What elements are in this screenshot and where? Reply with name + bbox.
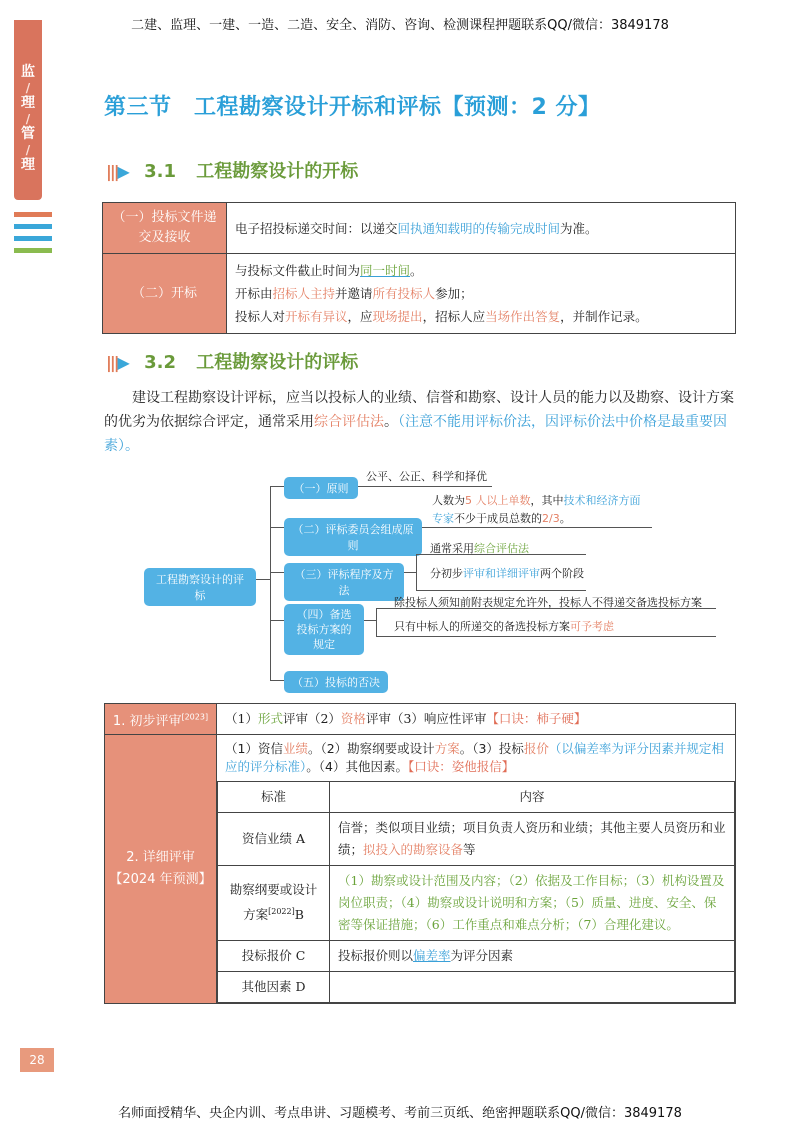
table-label: （二）开标 <box>103 254 227 334</box>
text: 为评分因素 <box>450 948 514 963</box>
highlight: 回执通知载明的传输完成时间 <box>397 220 561 236</box>
text: 1. 初步评审 <box>112 713 182 729</box>
mindmap-node: （二）评标委员会组成原则 <box>284 518 422 556</box>
criteria-value: （1）勘察或设计范围及内容；（2）依据及工作目标；（3）机构设置及岗位职责；（4）勘察或设计说明和方案；（5）质量、进度、安全、保密等保证措施；（6）工作重点和难点分析；（7）合理化建议。 <box>330 866 735 941</box>
column-header: 内容 <box>330 782 735 813</box>
text: 。 <box>410 263 423 278</box>
text: ，招标人应 <box>422 309 486 324</box>
bars-icon: |||▶ <box>106 353 128 372</box>
connector <box>404 572 416 573</box>
text: 信誉；类似项目业绩；项目负责人资历和业绩；其他主要人员资历和业绩； <box>338 820 726 857</box>
mindmap-text: 除投标人须知前附表规定允许外，投标人不得递交备选投标方案 <box>394 596 702 609</box>
criteria-value <box>330 813 735 866</box>
connector <box>376 608 377 636</box>
connector <box>422 527 652 528</box>
text: 分初步 <box>430 567 463 580</box>
text: 参加； <box>435 286 473 301</box>
detail-summary <box>217 735 735 781</box>
mindmap-node: （三）评标程序及方法 <box>284 563 404 601</box>
mindmap-text <box>430 540 529 556</box>
criteria-key <box>218 866 330 941</box>
table-cell <box>227 254 736 334</box>
highlight: 综合评估法 <box>314 414 384 430</box>
text: 投标报价则以 <box>338 948 414 963</box>
criteria-table <box>217 781 735 1003</box>
bars-icon: |||▶ <box>106 162 128 181</box>
connector <box>416 590 586 591</box>
text: 开标由 <box>235 286 273 301</box>
connector <box>270 486 271 680</box>
text: 等 <box>463 842 476 857</box>
year-tag: [2022] <box>268 907 295 917</box>
subsection-heading <box>106 348 358 374</box>
table-label <box>105 704 217 735</box>
criteria-key: 投标报价 C <box>218 941 330 972</box>
text: ，并制作记录。 <box>560 309 648 324</box>
text: 与投标文件截止时间为 <box>235 263 361 278</box>
opening-table <box>102 202 736 334</box>
mindmap-node: （五）投标的否决 <box>284 671 388 693</box>
intro-paragraph <box>104 386 736 458</box>
highlight: 报价 <box>523 741 549 756</box>
connector <box>270 572 284 573</box>
text: 评审（2） <box>282 711 341 726</box>
highlight: （以偏差率为评分因素并规定相应的评分标准） <box>225 741 724 774</box>
highlight: 当场作出答复 <box>485 309 561 324</box>
side-char: 理 <box>21 157 35 173</box>
side-char: 管 <box>21 126 35 142</box>
table-cell <box>227 203 736 254</box>
mindmap-node: （一）原则 <box>284 477 358 499</box>
text: 两个阶段 <box>540 567 584 580</box>
stripe-blue <box>14 236 52 241</box>
side-sep: / <box>25 112 31 126</box>
text: 。（2）勘察纲要或设计 <box>307 741 435 756</box>
criteria-value <box>330 972 735 1003</box>
text: 。 <box>559 512 571 525</box>
text: 为准。 <box>560 220 598 236</box>
side-sep: / <box>25 81 31 95</box>
mnemonic: 【口诀：姿他报信】 <box>407 759 515 774</box>
mindmap-text <box>394 618 614 634</box>
mindmap-text: 公平、公正、科学和择优 <box>366 470 487 483</box>
mindmap-root: 工程勘察设计的评标 <box>144 568 256 606</box>
mindmap <box>140 468 740 693</box>
stripe-orange <box>14 212 52 217</box>
connector <box>416 554 417 590</box>
highlight: 评审和详细评审 <box>463 567 540 580</box>
mindmap-text <box>432 492 641 508</box>
text: 电子招投标递交时间：以递交 <box>235 220 398 236</box>
page-footer: 名师面授精华、央企内训、考点串讲、习题模考、考前三页纸、绝密押题联系QQ/微信：3849178 <box>118 1106 682 1121</box>
mindmap-node: （四）备选投标方案的规定 <box>284 604 364 655</box>
subsection-heading <box>106 157 358 183</box>
year-tag: [2023] <box>181 712 209 722</box>
highlight: 综合评估法 <box>474 542 529 555</box>
highlight: 招标人主持 <box>272 286 336 301</box>
subsection-number: 3.2 <box>144 352 177 373</box>
highlight: 资格 <box>340 711 366 726</box>
text: （1） <box>225 711 258 726</box>
highlight: 形式 <box>257 711 283 726</box>
table-label: 2. 详细评审【2024 年预测】 <box>105 735 217 1004</box>
highlight: 偏差率 <box>413 948 451 963</box>
connector <box>358 486 492 487</box>
stripe-blue <box>14 224 52 229</box>
text: B <box>294 907 304 923</box>
connector <box>270 527 284 528</box>
mnemonic: 【口诀：柿子硬】 <box>486 711 587 726</box>
subsection-title: 工程勘察设计的评标 <box>196 352 359 373</box>
connector <box>364 620 376 621</box>
side-sep: / <box>25 143 31 157</box>
column-header: 标准 <box>218 782 330 813</box>
text: 建设工程勘察设计评标，应当以投标人的业绩、信誉和勘察、设计人员的能力以及勘察、设计方案的优劣为依据综合评定，通常采用 <box>104 390 734 430</box>
text: 人数为 <box>432 494 465 507</box>
highlight: 可予考虑 <box>570 620 614 633</box>
mindmap-text <box>430 565 584 581</box>
text: 评审（3）响应性评审 <box>365 711 487 726</box>
table-cell <box>217 735 736 1004</box>
connector <box>256 579 270 580</box>
connector <box>270 680 284 681</box>
page-number: 28 <box>20 1048 54 1072</box>
text: （1）资信 <box>225 741 283 756</box>
subsection-number: 3.1 <box>144 161 177 182</box>
connector <box>376 636 716 637</box>
note: （注意不能用评标价法，因评标价法中价格是最重要因素）。 <box>104 414 727 454</box>
text: 只有中标人的所递交的备选投标方案 <box>394 620 570 633</box>
text: 勘察纲要或设计方案 <box>229 882 318 923</box>
text: 并邀请 <box>335 286 373 301</box>
highlight: 拟投入的勘察设备 <box>363 842 464 857</box>
evaluation-table <box>104 703 736 1004</box>
highlight: 2/3 <box>542 512 560 525</box>
criteria-key: 其他因素 D <box>218 972 330 1003</box>
text: 。（3）投标 <box>459 741 524 756</box>
criteria-key: 资信业绩 A <box>218 813 330 866</box>
highlight: 现场提出 <box>372 309 423 324</box>
highlight: 技术和经济方面 <box>563 494 641 507</box>
highlight: 同一时间 <box>360 263 411 278</box>
text: 。（4）其他因素。 <box>306 759 408 774</box>
text: ，应 <box>347 309 373 324</box>
connector <box>270 486 284 487</box>
side-char: 理 <box>21 95 35 111</box>
highlight: 5 人以上单数 <box>465 494 531 507</box>
text: 。 <box>384 414 398 430</box>
highlight: 业绩 <box>282 741 308 756</box>
highlight: 方案 <box>434 741 460 756</box>
criteria-value <box>330 941 735 972</box>
side-char: 监 <box>21 64 35 80</box>
page-header: 二建、监理、一建、一造、二造、安全、消防、咨询、检测课程押题联系QQ/微信：3849178 <box>131 18 669 33</box>
text: ，其中 <box>530 494 564 507</box>
side-tab <box>14 20 42 200</box>
table-label: （一）投标文件递交及接收 <box>103 203 227 254</box>
connector <box>270 620 284 621</box>
stripe-green <box>14 248 52 253</box>
subsection-title: 工程勘察设计的开标 <box>196 161 359 182</box>
highlight: 专家 <box>432 512 454 525</box>
mindmap-text <box>432 510 571 526</box>
highlight: 所有投标人 <box>372 286 436 301</box>
text: 不少于成员总数的 <box>454 512 542 525</box>
text: 投标人对 <box>235 309 286 324</box>
section-title: 第三节 工程勘察设计开标和评标【预测：2 分】 <box>104 95 601 120</box>
text: 通常采用 <box>430 542 474 555</box>
table-cell <box>217 704 736 735</box>
highlight: 开标有异议 <box>285 309 348 324</box>
